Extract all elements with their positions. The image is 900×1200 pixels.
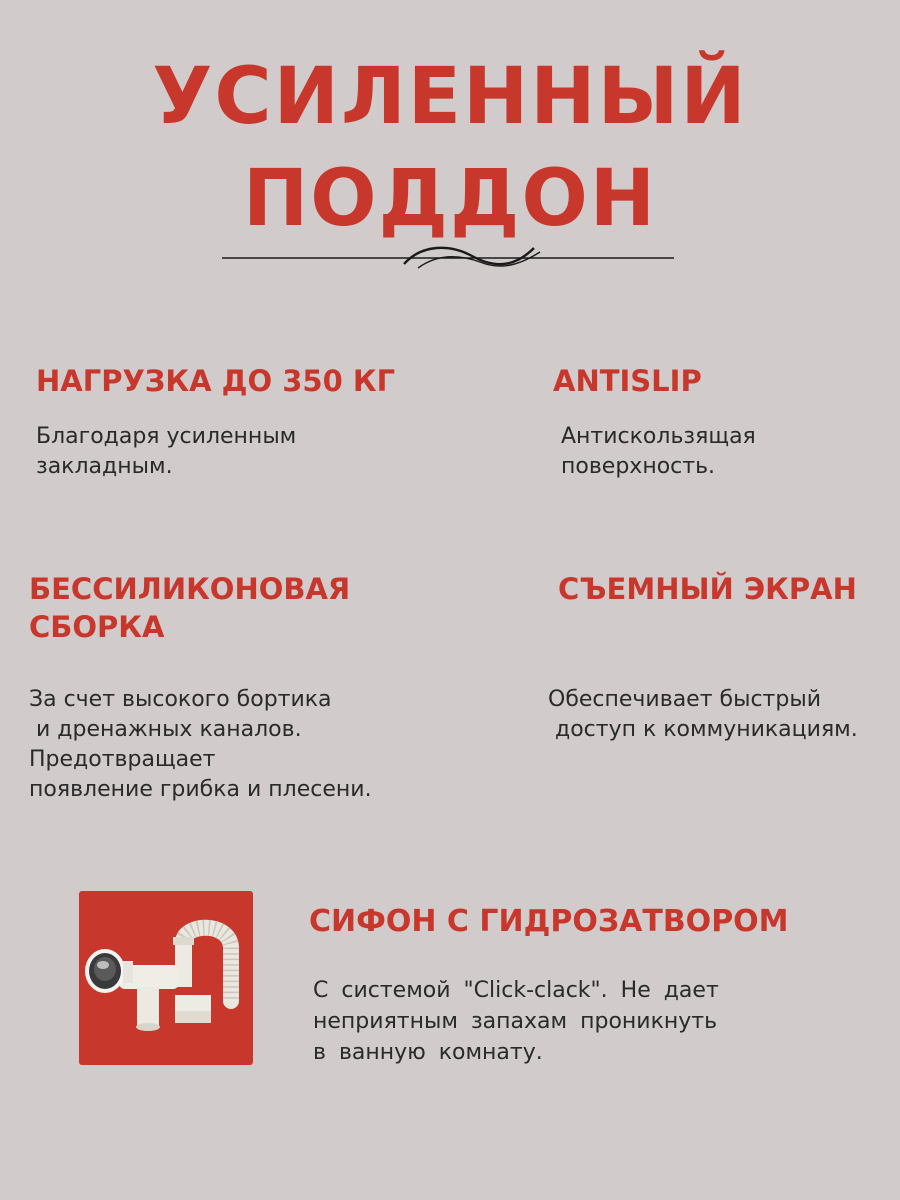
feature-load-title: НАГРУЗКА ДО 350 КГ [36, 364, 396, 398]
feature-silicone-free-text: За счет высокого бортика и дренажных каналов. Предотвращает появление грибка и плесени. [29, 687, 372, 802]
page-title-line-1: УСИЛЕННЫЙ [152, 52, 748, 142]
feature-siphon-text: С системой "Click-clack". Не дает неприятным запахам проникнуть в ванную комнату. [313, 978, 719, 1065]
feature-antislip-title: ANTISLIP [553, 364, 702, 398]
feature-silicone-free-title: БЕССИЛИКОНОВАЯ СБОРКА [29, 572, 351, 644]
decorative-wave-divider [222, 236, 674, 276]
feature-siphon-title: СИФОН С ГИДРОЗАТВОРОМ [309, 904, 789, 939]
siphon-icon [79, 891, 253, 1065]
feature-antislip-text: Антискользящая поверхность. [561, 424, 756, 479]
feature-removable-screen-text: Обеспечивает быстрый доступ к коммуникациям. [548, 687, 858, 742]
page-title-line-2: ПОДДОН [242, 154, 658, 244]
feature-load-text: Благодаря усиленным закладным. [36, 424, 297, 479]
feature-removable-screen-title: СЪЕМНЫЙ ЭКРАН [558, 572, 857, 606]
siphon-image [79, 891, 253, 1065]
